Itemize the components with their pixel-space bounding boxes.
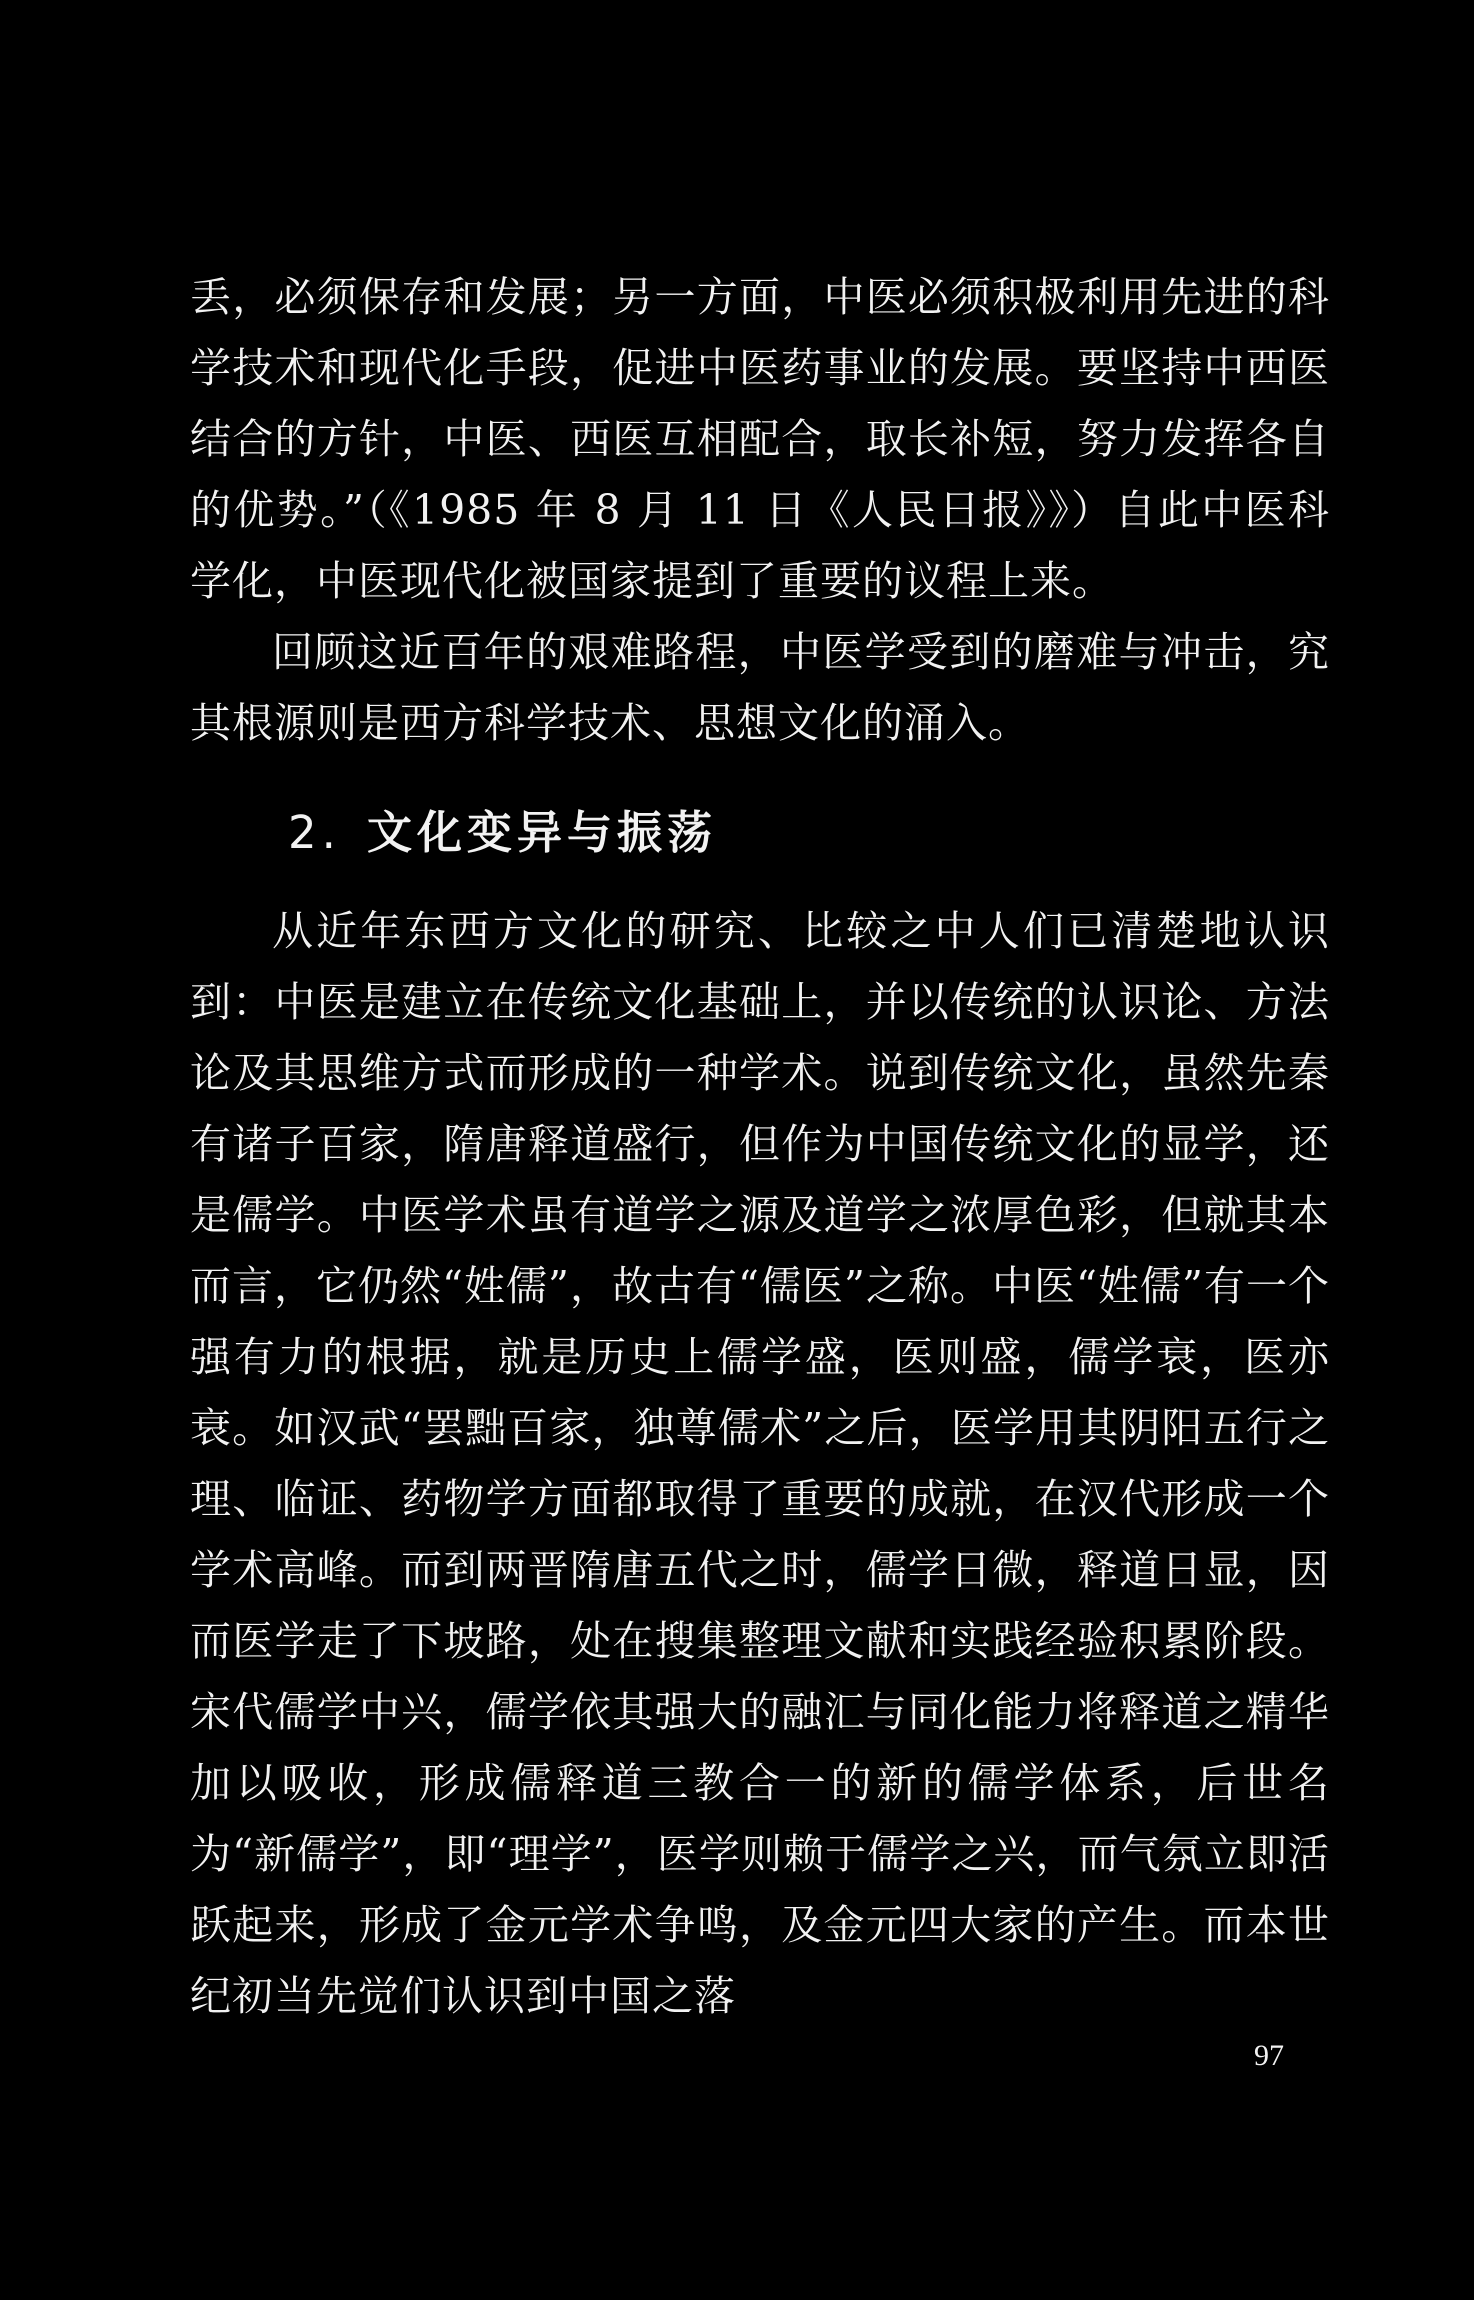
paragraph-continued: 丢，必须保存和发展；另一方面，中医必须积极利用先进的科学技术和现代化手段，促进中医药事业的发展。要坚持中西医结合的方针，中医、西医互相配合，取长补短，努力发挥各自的优势。”（《1985 年 8 月 11 日《人民日报》》）自此中医科学化，中医现代化被国家提到了重要的议程上来。 xyxy=(190,273,1330,605)
body-text-top xyxy=(190,262,1330,759)
section-heading xyxy=(288,798,717,868)
paragraph-review: 回顾这近百年的艰难路程，中医学受到的磨难与冲击，究其根源则是西方科学技术、思想文化的涌入。 xyxy=(190,628,1330,747)
page-number: 97 xyxy=(1254,2039,1284,2072)
section-number: 2. xyxy=(288,806,341,859)
section-title: 文化变异与振荡 xyxy=(366,806,717,859)
body-text-bottom xyxy=(190,896,1330,2032)
paragraph-culture: 从近年东西方文化的研究、比较之中人们已清楚地认识到：中医是建立在传统文化基础上，并以传统的认识论、方法论及其思维方式而形成的一种学术。说到传统文化，虽然先秦有诸子百家，隋唐释道盛行，但作为中国传统文化的显学，还是儒学。中医学术虽有道学之源及道学之浓厚色彩，但就其本而言，它仍然“姓儒”，故古有“儒医”之称。中医“姓儒”有一个强有力的根据，就是历史上儒学盛，医则盛，儒学衰，医亦衰。如汉武“罢黜百家，独尊儒术”之后，医学用其阴阳五行之理、临证、药物学方面都取得了重要的成就，在汉代形成一个学术高峰。而到两晋隋唐五代之时，儒学日微，释道日显，因而医学走了下坡路，处在搜集整理文献和实践经验积累阶段。宋代儒学中兴，儒学依其强大的融汇与同化能力将释道之精华加以吸收，形成儒释道三教合一的新的儒学体系，后世名为“新儒学”，即“理学”，医学则赖于儒学之兴，而气氛立即活跃起来，形成了金元学术争鸣，及金元四大家的产生。而本世纪初当先觉们认识到中国之落 xyxy=(190,907,1330,2020)
